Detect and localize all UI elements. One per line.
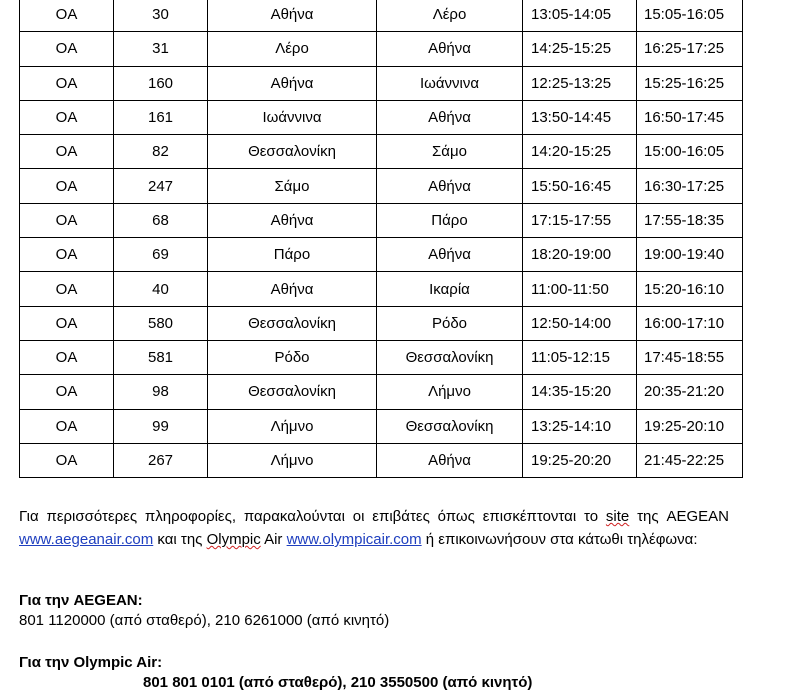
departure-time-cell: 11:05-12:15 <box>523 340 637 374</box>
aegean-phones: 801 1120000 (από σταθερό), 210 6261000 (από κινητό) <box>19 612 390 629</box>
destination-cell: Σάμο <box>377 135 523 169</box>
airline-cell: OA <box>20 409 114 443</box>
destination-cell: Πάρο <box>377 203 523 237</box>
olympic-link[interactable]: www.olympicair.com <box>286 531 422 548</box>
table-row <box>20 409 743 443</box>
return-time-cell: 19:25-20:10 <box>637 409 743 443</box>
info-paragraph <box>19 505 729 551</box>
return-time-cell: 17:45-18:55 <box>637 340 743 374</box>
airline-cell: OA <box>20 340 114 374</box>
flight-number-cell: 82 <box>114 135 208 169</box>
airline-cell: OA <box>20 169 114 203</box>
flight-number-cell: 31 <box>114 32 208 66</box>
origin-cell: Αθήνα <box>208 203 377 237</box>
airline-cell: OA <box>20 32 114 66</box>
info-text-3: και της <box>153 531 207 548</box>
site-word: site <box>605 508 630 525</box>
origin-cell: Λήμνο <box>208 409 377 443</box>
destination-cell: Αθήνα <box>377 443 523 477</box>
origin-cell: Ιωάννινα <box>208 100 377 134</box>
table-row <box>20 135 743 169</box>
origin-cell: Θεσσαλονίκη <box>208 306 377 340</box>
departure-time-cell: 11:00-11:50 <box>523 272 637 306</box>
origin-cell: Αθήνα <box>208 0 377 32</box>
departure-time-cell: 14:20-15:25 <box>523 135 637 169</box>
flight-number-cell: 160 <box>114 66 208 100</box>
airline-cell: OA <box>20 306 114 340</box>
flight-number-cell: 267 <box>114 443 208 477</box>
table-row <box>20 0 743 32</box>
departure-time-cell: 13:50-14:45 <box>523 100 637 134</box>
table-row <box>20 238 743 272</box>
aegean-label: Για την AEGEAN: <box>19 592 143 609</box>
origin-cell: Αθήνα <box>208 272 377 306</box>
return-time-cell: 15:20-16:10 <box>637 272 743 306</box>
return-time-cell: 20:35-21:20 <box>637 375 743 409</box>
flights-table <box>19 0 743 478</box>
table-row <box>20 375 743 409</box>
table-row <box>20 443 743 477</box>
return-time-cell: 16:00-17:10 <box>637 306 743 340</box>
table-row <box>20 169 743 203</box>
olympic-phones: 801 801 0101 (από σταθερό), 210 3550500 (από κινητό) <box>143 674 533 691</box>
olympic-word: Olympic <box>206 531 261 548</box>
flight-number-cell: 581 <box>114 340 208 374</box>
airline-cell: OA <box>20 100 114 134</box>
airline-cell: OA <box>20 375 114 409</box>
table-row <box>20 100 743 134</box>
flight-number-cell: 69 <box>114 238 208 272</box>
origin-cell: Λήμνο <box>208 443 377 477</box>
destination-cell: Θεσσαλονίκη <box>377 409 523 443</box>
aegean-link[interactable]: www.aegeanair.com <box>19 531 154 548</box>
origin-cell: Λέρο <box>208 32 377 66</box>
info-text-2: της AEGEAN <box>629 508 729 525</box>
flight-number-cell: 40 <box>114 272 208 306</box>
return-time-cell: 16:25-17:25 <box>637 32 743 66</box>
departure-time-cell: 14:25-15:25 <box>523 32 637 66</box>
departure-time-cell: 18:20-19:00 <box>523 238 637 272</box>
departure-time-cell: 17:15-17:55 <box>523 203 637 237</box>
destination-cell: Ρόδο <box>377 306 523 340</box>
return-time-cell: 15:05-16:05 <box>637 0 743 32</box>
origin-cell: Αθήνα <box>208 66 377 100</box>
origin-cell: Πάρο <box>208 238 377 272</box>
table-row <box>20 32 743 66</box>
destination-cell: Λήμνο <box>377 375 523 409</box>
departure-time-cell: 12:25-13:25 <box>523 66 637 100</box>
destination-cell: Αθήνα <box>377 238 523 272</box>
destination-cell: Αθήνα <box>377 100 523 134</box>
origin-cell: Θεσσαλονίκη <box>208 135 377 169</box>
departure-time-cell: 13:05-14:05 <box>523 0 637 32</box>
destination-cell: Αθήνα <box>377 169 523 203</box>
destination-cell: Θεσσαλονίκη <box>377 340 523 374</box>
destination-cell: Αθήνα <box>377 32 523 66</box>
return-time-cell: 16:30-17:25 <box>637 169 743 203</box>
origin-cell: Θεσσαλονίκη <box>208 375 377 409</box>
departure-time-cell: 19:25-20:20 <box>523 443 637 477</box>
destination-cell: Ικαρία <box>377 272 523 306</box>
info-text-1: Για περισσότερες πληροφορίες, παρακαλούνται οι επιβάτες όπως επισκέπτονται το <box>19 508 606 525</box>
origin-cell: Σάμο <box>208 169 377 203</box>
return-time-cell: 15:25-16:25 <box>637 66 743 100</box>
origin-cell: Ρόδο <box>208 340 377 374</box>
table-row <box>20 203 743 237</box>
flight-number-cell: 30 <box>114 0 208 32</box>
table-row <box>20 272 743 306</box>
return-time-cell: 16:50-17:45 <box>637 100 743 134</box>
destination-cell: Λέρο <box>377 0 523 32</box>
airline-cell: OA <box>20 272 114 306</box>
flights-table-body <box>20 0 743 478</box>
table-row <box>20 66 743 100</box>
departure-time-cell: 14:35-15:20 <box>523 375 637 409</box>
return-time-cell: 21:45-22:25 <box>637 443 743 477</box>
flight-number-cell: 98 <box>114 375 208 409</box>
flight-number-cell: 247 <box>114 169 208 203</box>
airline-cell: OA <box>20 238 114 272</box>
flight-number-cell: 68 <box>114 203 208 237</box>
flight-number-cell: 99 <box>114 409 208 443</box>
olympic-label: Για την Olympic Air: <box>19 654 163 671</box>
departure-time-cell: 13:25-14:10 <box>523 409 637 443</box>
info-text-5: ή επικοινωνήσουν στα κάτωθι τηλέφωνα: <box>421 531 698 548</box>
return-time-cell: 15:00-16:05 <box>637 135 743 169</box>
return-time-cell: 17:55-18:35 <box>637 203 743 237</box>
table-row <box>20 306 743 340</box>
departure-time-cell: 12:50-14:00 <box>523 306 637 340</box>
info-text-4: Air <box>260 531 287 548</box>
airline-cell: OA <box>20 0 114 32</box>
return-time-cell: 19:00-19:40 <box>637 238 743 272</box>
airline-cell: OA <box>20 135 114 169</box>
destination-cell: Ιωάννινα <box>377 66 523 100</box>
flight-number-cell: 161 <box>114 100 208 134</box>
table-row <box>20 340 743 374</box>
airline-cell: OA <box>20 66 114 100</box>
airline-cell: OA <box>20 443 114 477</box>
flight-number-cell: 580 <box>114 306 208 340</box>
airline-cell: OA <box>20 203 114 237</box>
departure-time-cell: 15:50-16:45 <box>523 169 637 203</box>
